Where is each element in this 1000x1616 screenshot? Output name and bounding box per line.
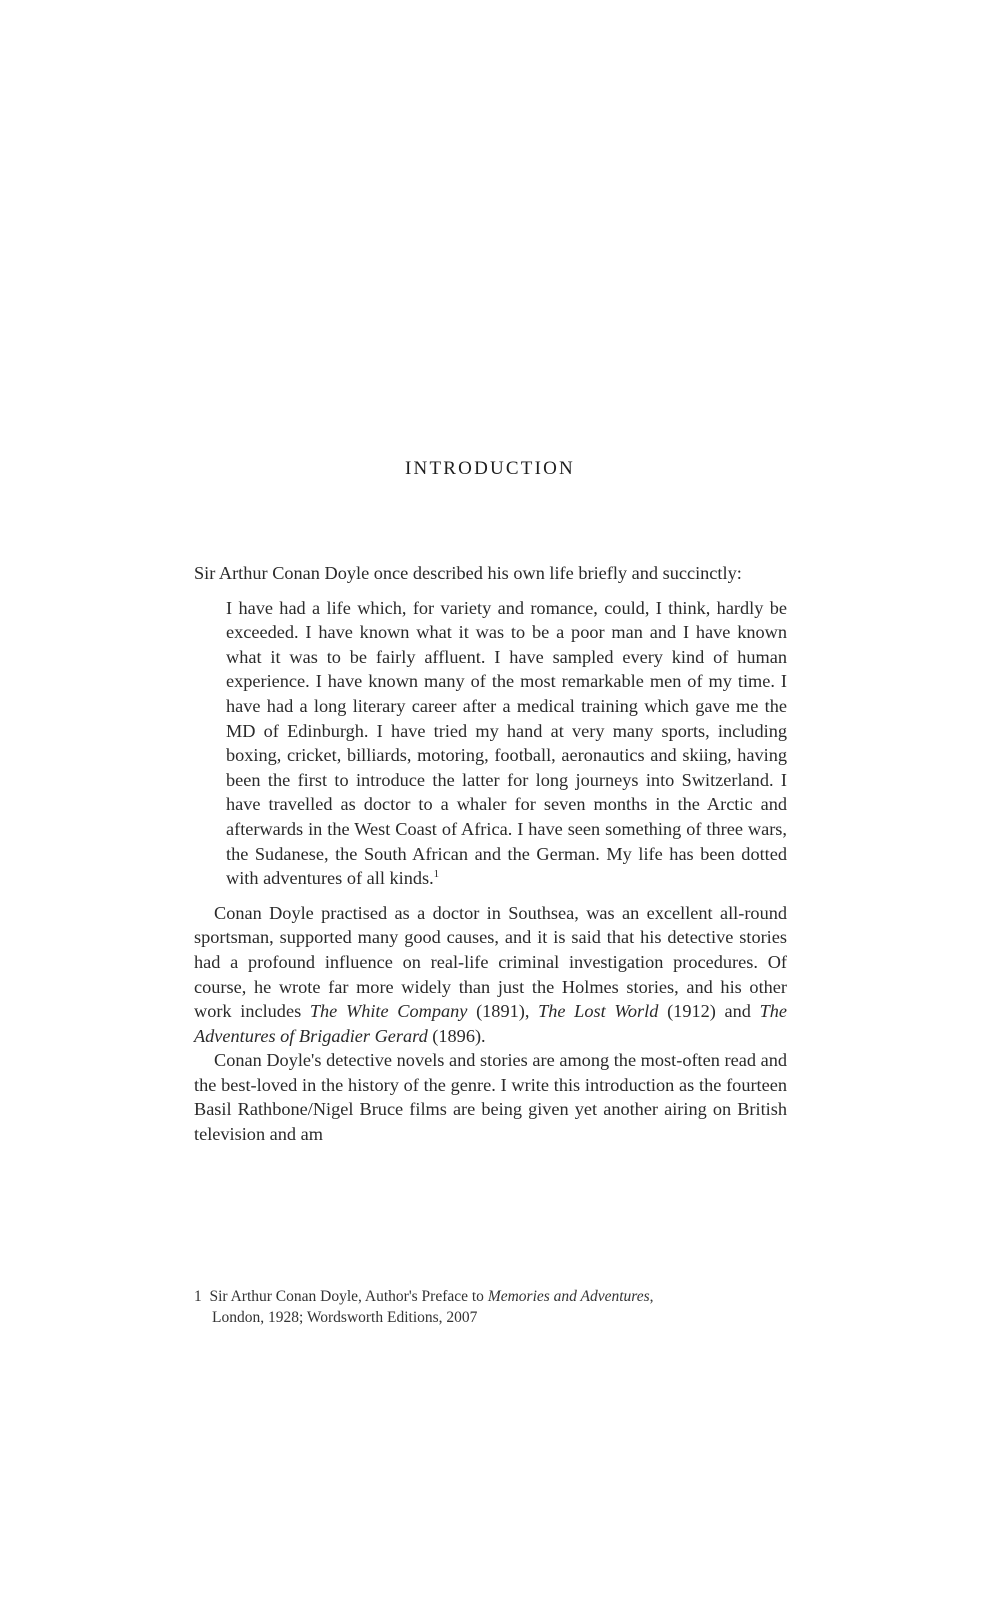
paragraph-detective-novels [194,1048,787,1146]
footnote-book-title: Memories and Adventures [487,1288,650,1305]
footnote [194,1286,787,1328]
body-text [194,561,787,1147]
year-1891: (1891), [467,1001,539,1022]
footnote-reference[interactable]: 1 [433,868,440,881]
year-1896: (1896). [427,1025,486,1046]
footnote-number: 1 [194,1288,202,1305]
chapter-heading: INTRODUCTION [405,458,575,479]
intro-paragraph [194,561,787,586]
intro-text: Sir Arthur Conan Doyle once described his own life briefly and succinctly: [194,563,742,583]
quote-text: I have had a life which, for variety and romance, could, I think, hardly be exceeded. I have known what it was to be a poor man and I have known what it was to be fairly affluent. I have sampled every kind of human experience. I have known many of the most remarkable men of my time. I have had a long literary career after a medical training which gave me the MD of Edinburgh. I have tried my hand at very many sports, including boxing, cricket, billiards, motoring, football, aeronautics and skiing, having been the first to introduce the latter for long journeys into Switzerland. I have travelled as doctor to a whaler for seven months in the Arctic and afterwards in the West Coast of Africa. I have seen something of three wars, the Sudanese, the South African and the German. My life has been dotted with adventures of all kinds. [226,597,787,889]
footnote-comma: , [649,1288,654,1305]
book-title-lost-world: The Lost World [538,1001,659,1022]
paragraph-doctor [194,901,787,1049]
footnote-text: Sir Arthur Conan Doyle, Author's Preface to [209,1288,488,1305]
footnote-line-2: London, 1928; Wordsworth Editions, 2007 [212,1309,478,1326]
paragraph-detective-text: Conan Doyle's detective novels and stories are among the most-often read and the best-loved in the history of the genre. I write this introduction as the fourteen Basil Rathbone/Nigel Bruce films are being given yet another airing on British television and am [194,1050,787,1145]
block-quote [226,596,787,891]
paragraph-doctor-text: Conan Doyle practised as a doctor in Southsea, was an excellent all-round sportsman, supported many good causes, and it is said that his detective stories had a profound influence on real-life criminal investigation procedures. Of course, he wrote far more widely than just the Holmes stories, and his other work includes [194,902,787,1022]
book-title-white-company: The White Company [309,1001,468,1022]
book-title-brigadier-gerard: The Adventures of Brigadier Gerard [194,1001,788,1046]
year-1912: (1912) and [658,1001,760,1022]
footnote-line-1 [194,1286,787,1307]
